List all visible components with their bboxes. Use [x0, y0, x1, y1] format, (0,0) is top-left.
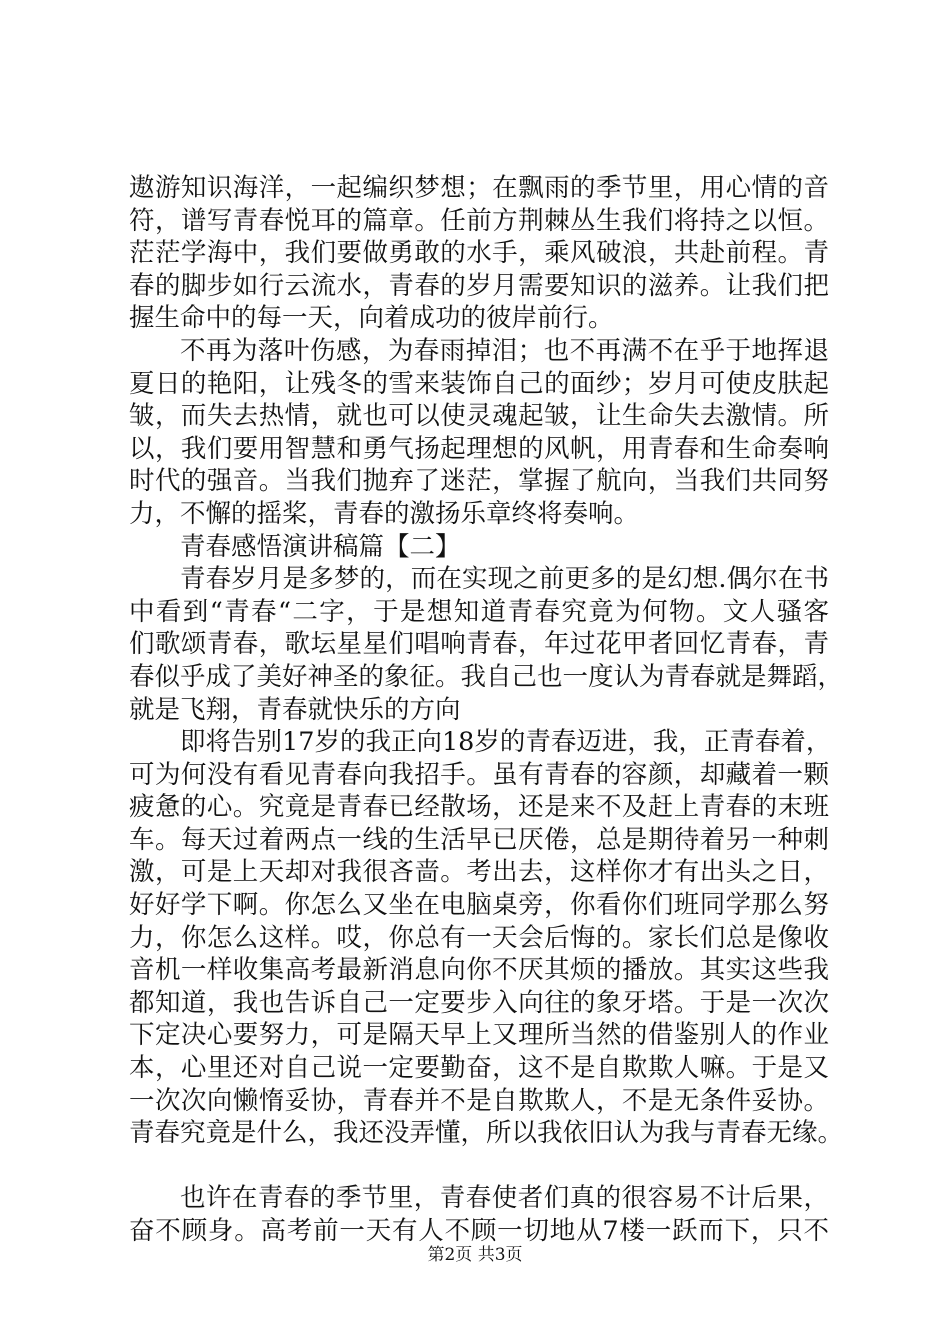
- text-line: 即将告别17岁的我正向18岁的青春迈进，我，正青春着，: [180, 727, 832, 758]
- text-line: 就是飞翔，青春就快乐的方向: [129, 694, 461, 725]
- text-line: 不再为落叶伤感，为春雨掉泪；也不再满不在乎于地挥退: [180, 335, 829, 366]
- page-number-footer: 第2页 共3页: [427, 1245, 523, 1265]
- text-line: 车。每天过着两点一线的生活早已厌倦，总是期待着另一种刺: [129, 824, 829, 855]
- text-line: 音机一样收集高考最新消息向你不厌其烦的播放。其实这些我: [129, 955, 829, 986]
- text-line: 遨游知识海洋，一起编织梦想；在飘雨的季节里，用心情的音: [129, 173, 829, 203]
- text-line: 中看到“青春“二字，于是想知道青春究竟为何物。文人骚客: [129, 596, 829, 627]
- text-line: 符，谱写青春悦耳的篇章。任前方荆棘丛生我们将持之以恒。: [129, 205, 829, 236]
- text-line: 好好学下啊。你怎么又坐在电脑桌旁，你看你们班同学那么努: [129, 890, 829, 921]
- text-line: 以，我们要用智慧和勇气扬起理想的风帆，用青春和生命奏响: [129, 433, 829, 464]
- document-body: [129, 172, 844, 1248]
- text-line: 夏日的艳阳，让残冬的雪来装饰自己的面纱；岁月可使皮肤起: [129, 368, 829, 399]
- text-line: 力，你怎么这样。哎，你总有一天会后悔的。家长们总是像收: [129, 922, 829, 953]
- text-line: 们歌颂青春，歌坛星星们唱响青春，年过花甲者回忆青春，青: [129, 629, 829, 660]
- text-line: 春的脚步如行云流水，青春的岁月需要知识的滋养。让我们把: [129, 270, 829, 301]
- text-line: 皱，而失去热情，就也可以使灵魂起皱，让生命失去激情。所: [129, 401, 829, 432]
- text-line: 激，可是上天却对我很吝啬。考出去，这样你才有出头之日，: [129, 857, 829, 888]
- text-line: 茫茫学海中，我们要做勇敢的水手，乘风破浪，共赴前程。青: [129, 238, 829, 269]
- text-line: 春似乎成了美好神圣的象征。我自己也一度认为青春就是舞蹈，: [129, 661, 844, 692]
- text-line: 也许在青春的季节里，青春使者们真的很容易不计后果，: [180, 1183, 829, 1214]
- text-line: 时代的强音。当我们抛弃了迷茫，掌握了航向，当我们共同努: [129, 466, 829, 497]
- text-line: 力，不懈的摇桨，青春的激扬乐章终将奏响。: [129, 498, 640, 529]
- text-line: 疲惫的心。究竟是青春已经散场，还是来不及赶上青春的末班: [129, 792, 829, 823]
- text-line: 下定决心要努力，可是隔天早上又理所当然的借鉴别人的作业: [129, 1020, 829, 1051]
- text-line: 一次次向懒惰妥协，青春并不是自欺欺人，不是无条件妥协。: [129, 1085, 829, 1116]
- paragraph-gap: [129, 1150, 829, 1183]
- text-line: 都知道，我也告诉自己一定要步入向往的象牙塔。于是一次次: [129, 987, 829, 1018]
- text-line: 青春究竟是什么，我还没弄懂，所以我依旧认为我与青春无缘。: [129, 1118, 844, 1149]
- text-line: 奋不顾身。高考前一天有人不顾一切地从7楼一跃而下，只不: [129, 1216, 829, 1246]
- text-line: 本，心里还对自己说一定要勤奋，这不是自欺欺人嘛。于是又: [129, 1053, 829, 1084]
- section-heading: 青春感悟演讲稿篇【二】: [180, 531, 461, 562]
- text-line: 可为何没有看见青春向我招手。虽有青春的容颜，却藏着一颗: [129, 759, 829, 790]
- text-line: 握生命中的每一天，向着成功的彼岸前行。: [129, 303, 614, 334]
- text-line: 青春岁月是多梦的，而在实现之前更多的是幻想.偶尔在书: [180, 564, 829, 595]
